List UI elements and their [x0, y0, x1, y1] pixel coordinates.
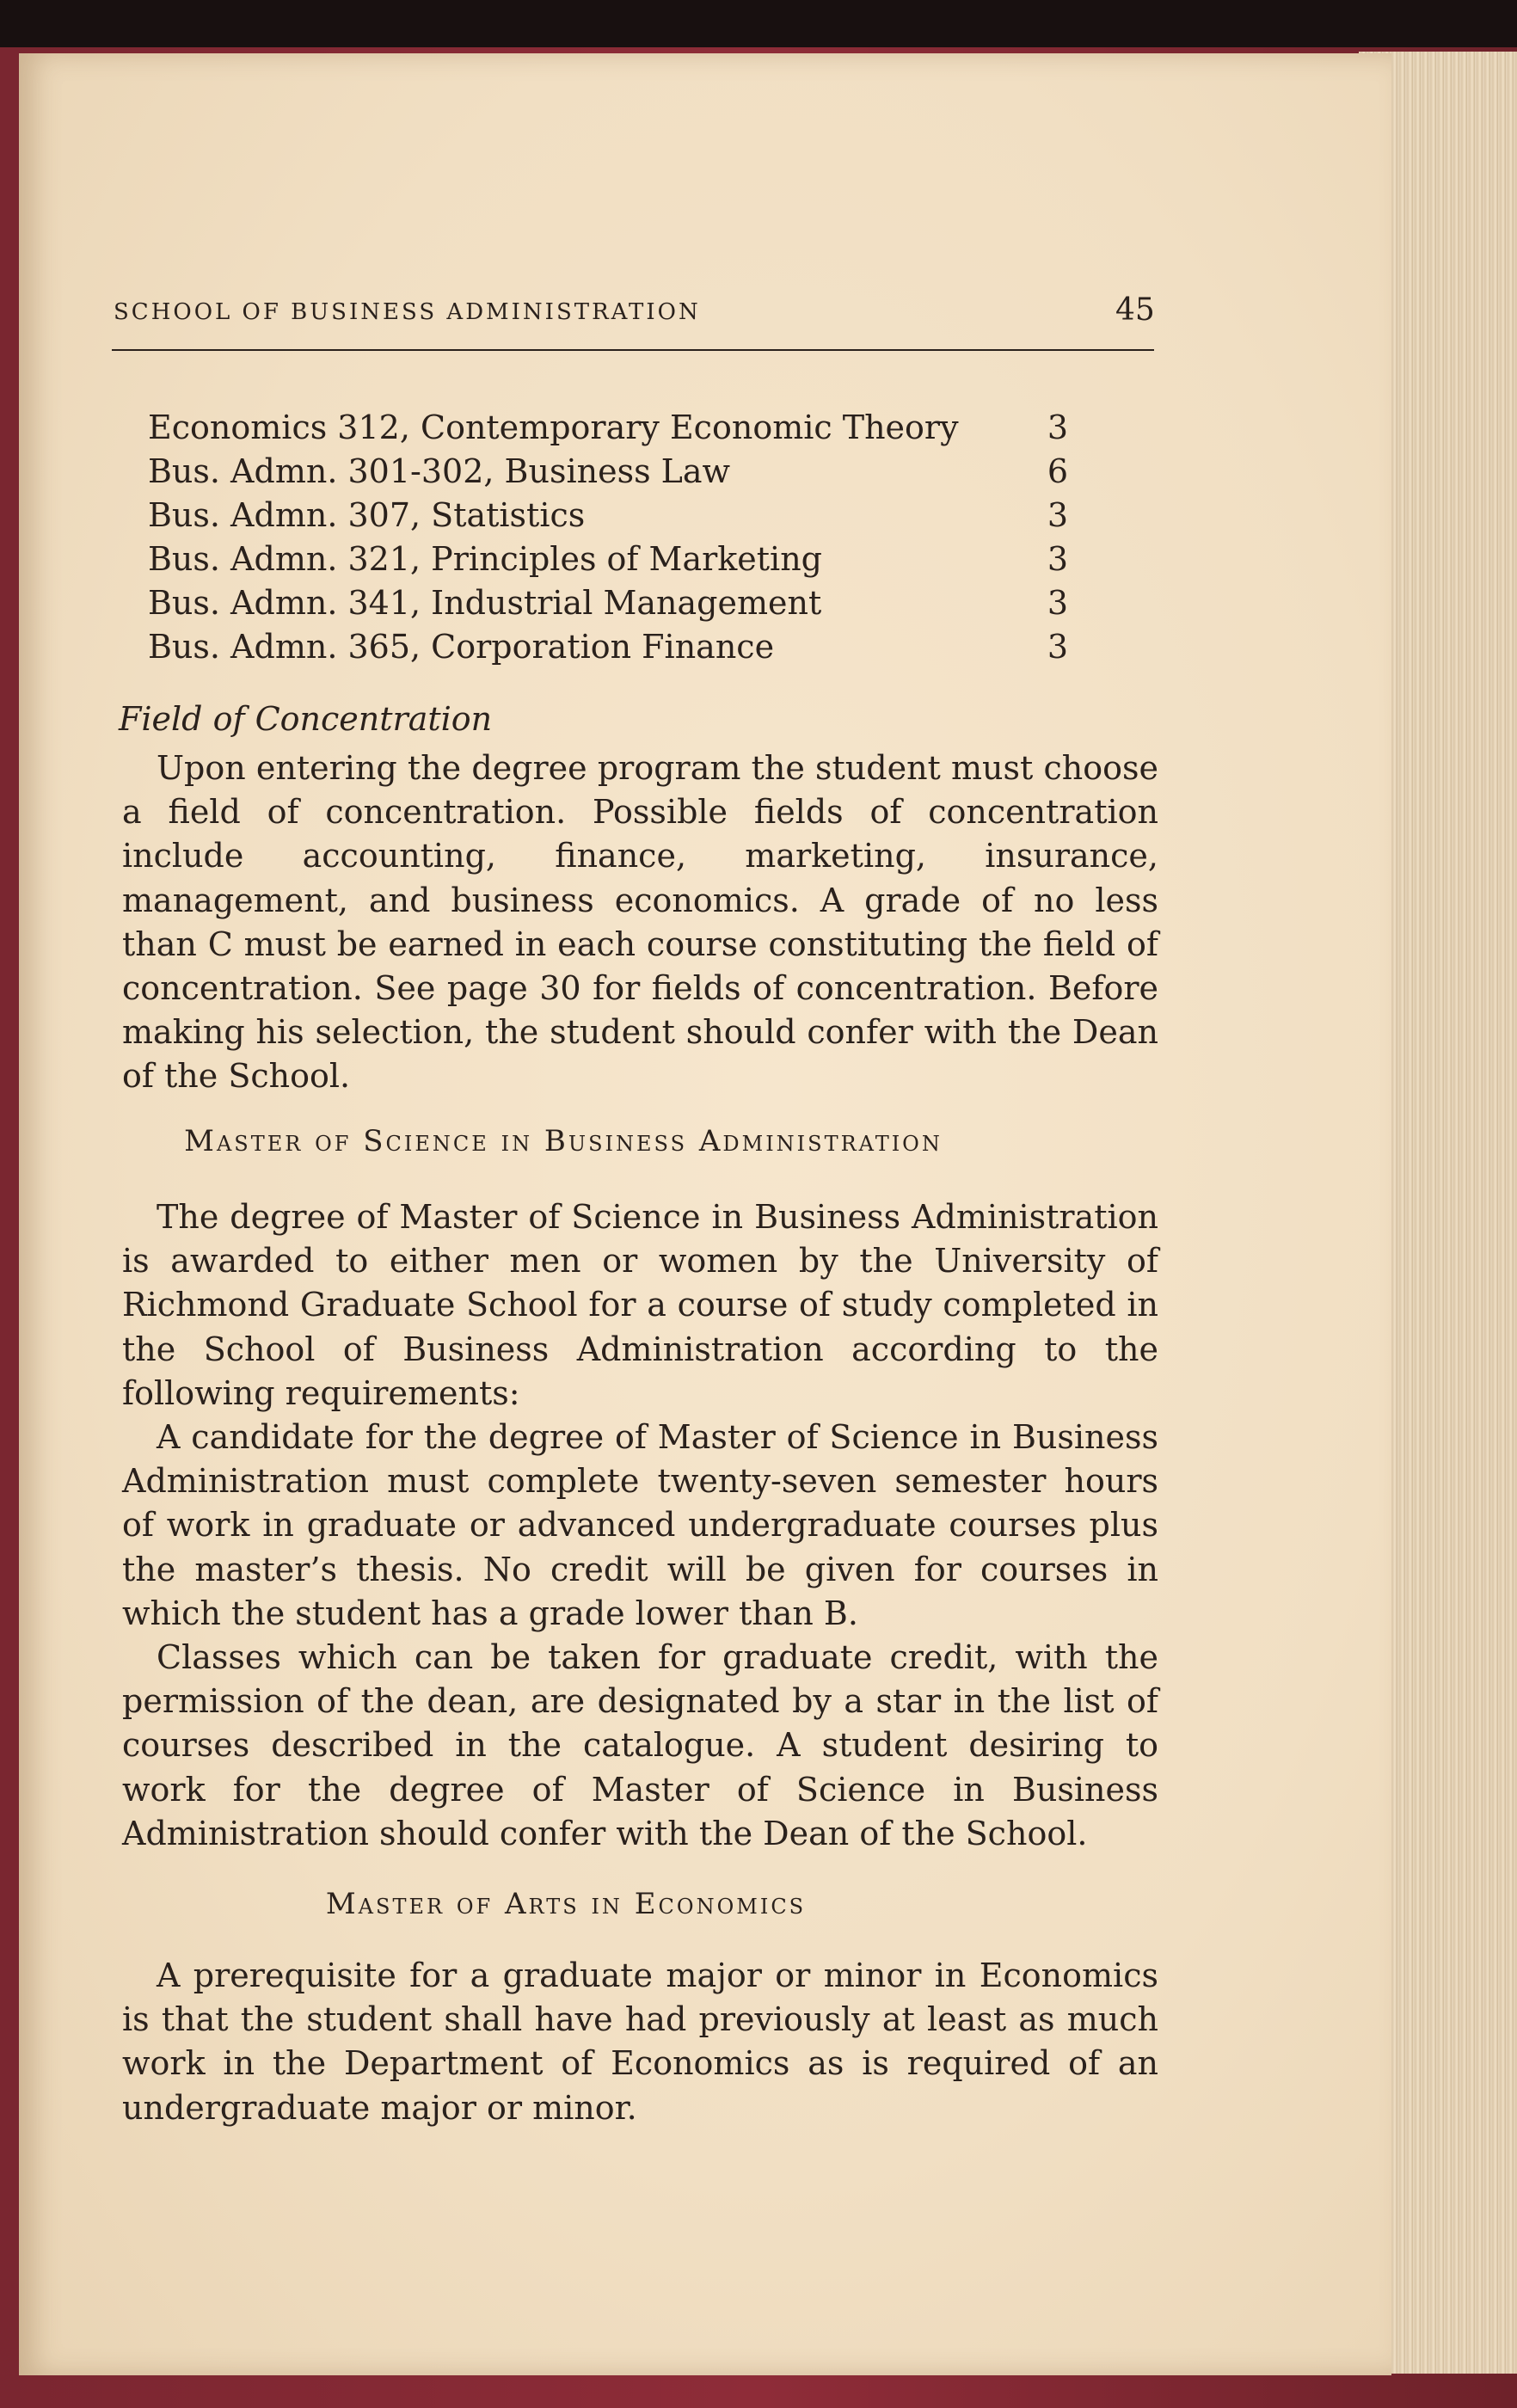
course-credits: 6: [1047, 452, 1068, 490]
course-name: Economics 312, Contemporary Economic Theory: [148, 408, 959, 446]
course-name: Bus. Admn. 307, Statistics: [148, 496, 586, 534]
course-row: [148, 625, 1068, 669]
msba-text: [122, 1195, 1158, 1856]
field-of-concentration-heading: Field of Concentration: [119, 700, 493, 738]
ma-economics-heading: Master of Arts in Economics: [325, 1887, 807, 1921]
running-head: SCHOOL OF BUSINESS ADMINISTRATION: [114, 299, 701, 325]
paragraph: A prerequisite for a graduate major or minor in Economics is that the student shall have had previously at least as much work in the Department of Economics as is required of an undergraduate major or minor.: [122, 1956, 1158, 2127]
course-row: [148, 538, 1068, 581]
paragraph: The degree of Master of Science in Business Administration is awarded to either men or women by the University of Richmond Graduate School for a course of study completed in the School of Business Administration according to the following requirements:: [122, 1198, 1158, 1412]
course-credits: 3: [1047, 408, 1068, 446]
course-row: [148, 406, 1068, 450]
course-credits: 3: [1047, 540, 1068, 578]
paragraph: A candidate for the degree of Master of Science in Business Administration must complete twenty-seven semester hours of work in graduate or advanced undergraduate courses plus the master’s thesis. No credit will be given for courses in which the student has a grade lower than B.: [122, 1418, 1158, 1632]
paragraph: Upon entering the degree program the student must choose a field of concentration. Possible fields of concentration include accounting, finance, marketing, insurance, management, and business economics. A grade of no less than C must be earned in each course constituting the field of concentration. See page 30 for fields of concentration. Before making his selection, the student should confer with the Dean of the School.: [122, 749, 1158, 1096]
course-credits: 3: [1047, 628, 1068, 666]
course-name: Bus. Admn. 321, Principles of Marketing: [148, 540, 823, 578]
field-of-concentration-text: [122, 746, 1158, 1099]
header-rule: [112, 349, 1154, 351]
course-row: [148, 494, 1068, 538]
course-name: Bus. Admn. 365, Corporation Finance: [148, 628, 775, 666]
page-number: 45: [1115, 292, 1155, 328]
course-row: [148, 581, 1068, 625]
course-name: Bus. Admn. 301-302, Business Law: [148, 452, 731, 490]
course-credits: 3: [1047, 584, 1068, 622]
course-row: [148, 450, 1068, 494]
course-list: [148, 406, 1068, 669]
ma-economics-text: [122, 1954, 1158, 2130]
course-name: Bus. Admn. 341, Industrial Management: [148, 584, 822, 622]
paragraph: Classes which can be taken for graduate credit, with the permission of the dean, are designated by a star in the list of courses described in the catalogue. A student desiring to work for the degree of Master of Science in Business Administration should confer with the Dean of the School.: [122, 1638, 1158, 1852]
course-credits: 3: [1047, 496, 1068, 534]
page: [19, 53, 1391, 2375]
msba-heading: Master of Science in Business Administration: [184, 1124, 943, 1158]
